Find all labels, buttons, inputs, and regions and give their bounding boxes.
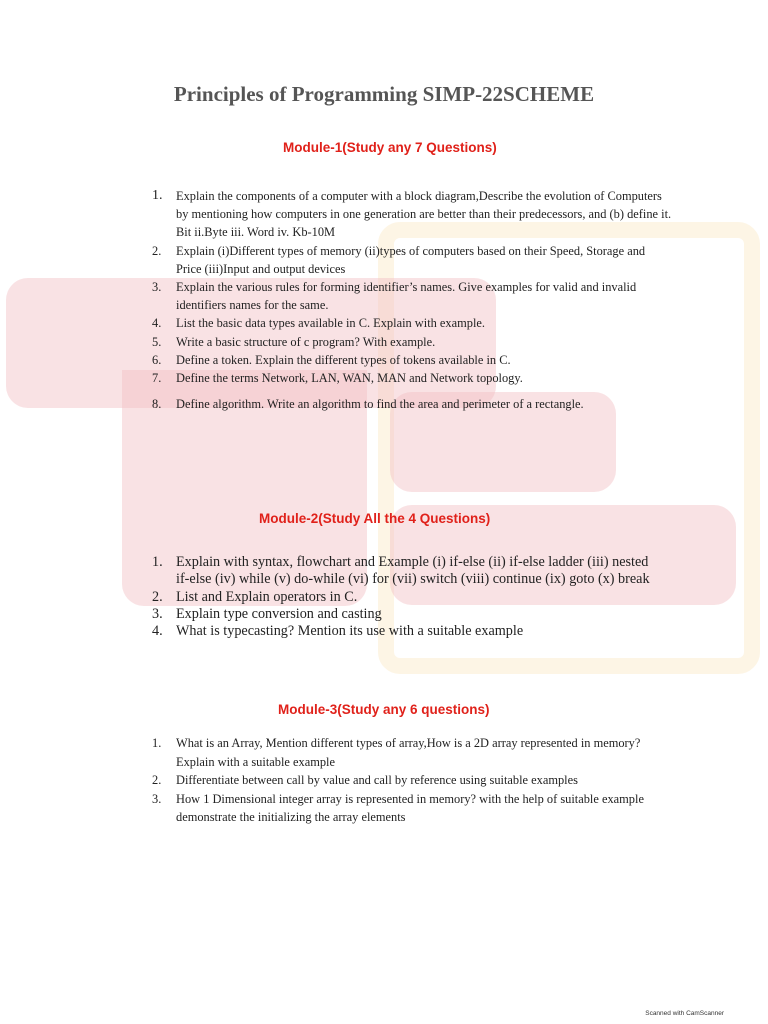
question-text: Explain (i)Different types of memory (ii)types of computers based on their Speed, Storage and Price (iii)Input and output devices [176,243,646,276]
question-text: List the basic data types available in C. Explain with example. [176,316,485,331]
list-item: 8. Define algorithm. Write an algorithm to find the area and perimeter of a rectangle. [152,397,584,412]
list-item: 5. Write a basic structure of c program? With example. [152,334,436,349]
question-text: Define algorithm. Write an algorithm to find the area and perimeter of a rectangle. [176,397,584,412]
list-item: 4. What is typecasting? Mention its use with a suitable example [152,623,524,640]
list-item: 6. Define a token. Explain the different types of tokens available in C. [152,352,511,367]
list-item: 7. Define the terms Network, LAN, WAN, MAN and Network topology. [152,371,523,386]
module-3-question-list [152,734,672,827]
list-item: 2. List and Explain operators in C. [152,588,358,605]
question-text: Define a token. Explain the different types of tokens available in C. [176,352,511,367]
question-text: Explain with syntax, flowchart and Example (i) if-else (ii) if-else ladder (iii) nested if-else (iv) while (v) do-while (vi) for (vii) switch (viii) continue (ix) goto (x) break [176,554,650,588]
question-text: Define the terms Network, LAN, WAN, MAN and Network topology. [176,371,523,386]
list-item: 4. List the basic data types available in C. Explain with example. [152,316,485,331]
list-item: 1. What is an Array, Mention different types of array,How is a 2D array represented in memory? Explain with a suitable example [152,736,641,769]
document-title: Principles of Programming SIMP-22SCHEME [173,82,595,106]
scanned-with-label: Scanned with CamScanner [645,1010,724,1017]
list-item: 3. Explain the various rules for forming identifier’s names. Give examples for valid and invalid identifiers names for the same. [152,280,637,313]
module-1-question-list [152,187,672,413]
list-item: 2. Explain (i)Different types of memory (ii)types of computers based on their Speed, Storage and Price (iii)Input and output devices [152,243,646,276]
module-1-heading: Module-1(Study any 7 Questions) [283,140,497,155]
list-item: 3. Explain type conversion and casting [152,605,382,622]
list-item: 3. How 1 Dimensional integer array is represented in memory? with the help of suitable example demonstrate the initializing the array elements [152,791,644,825]
list-item: 1. Explain the components of a computer with a block diagram,Describe the evolution of Computers by mentioning how computers in one generation are better than their predecessors, and (b) define it. Bit ii.Byte iii. Word iv. Kb-10M [152,188,672,240]
list-item: 2. Differentiate between call by value and call by reference using suitable examples [152,773,578,788]
question-text: Differentiate between call by value and call by reference using suitable examples [176,773,578,788]
module-3-heading: Module-3(Study any 6 questions) [278,702,490,717]
list-item: 1. Explain with syntax, flowchart and Example (i) if-else (ii) if-else ladder (iii) nested if-else (iv) while (v) do-while (vi) for (vii) switch (viii) continue (ix) goto (x) break [152,554,650,588]
question-text: How 1 Dimensional integer array is represented in memory? with the help of suitable example demonstrate the initializing the array elements [176,791,644,825]
module-2-heading: Module-2(Study All the 4 Questions) [259,511,491,526]
question-text: Explain the components of a computer with a block diagram,Describe the evolution of Computers by mentioning how computers in one generation are better than their predecessors, and (b) define it. Bit ii.Byte iii. Word iv. Kb-10M [176,189,672,240]
question-text: What is an Array, Mention different types of array,How is a 2D array represented in memory? Explain with a suitable example [176,736,641,769]
question-text: Explain type conversion and casting [176,605,382,622]
module-2-question-list [152,554,652,640]
question-text: Write a basic structure of c program? With example. [176,334,436,349]
question-text: Explain the various rules for forming identifier’s names. Give examples for valid and invalid identifiers names for the same. [176,280,637,313]
question-text: What is typecasting? Mention its use with a suitable example [176,623,524,640]
question-text: List and Explain operators in C. [176,588,358,605]
